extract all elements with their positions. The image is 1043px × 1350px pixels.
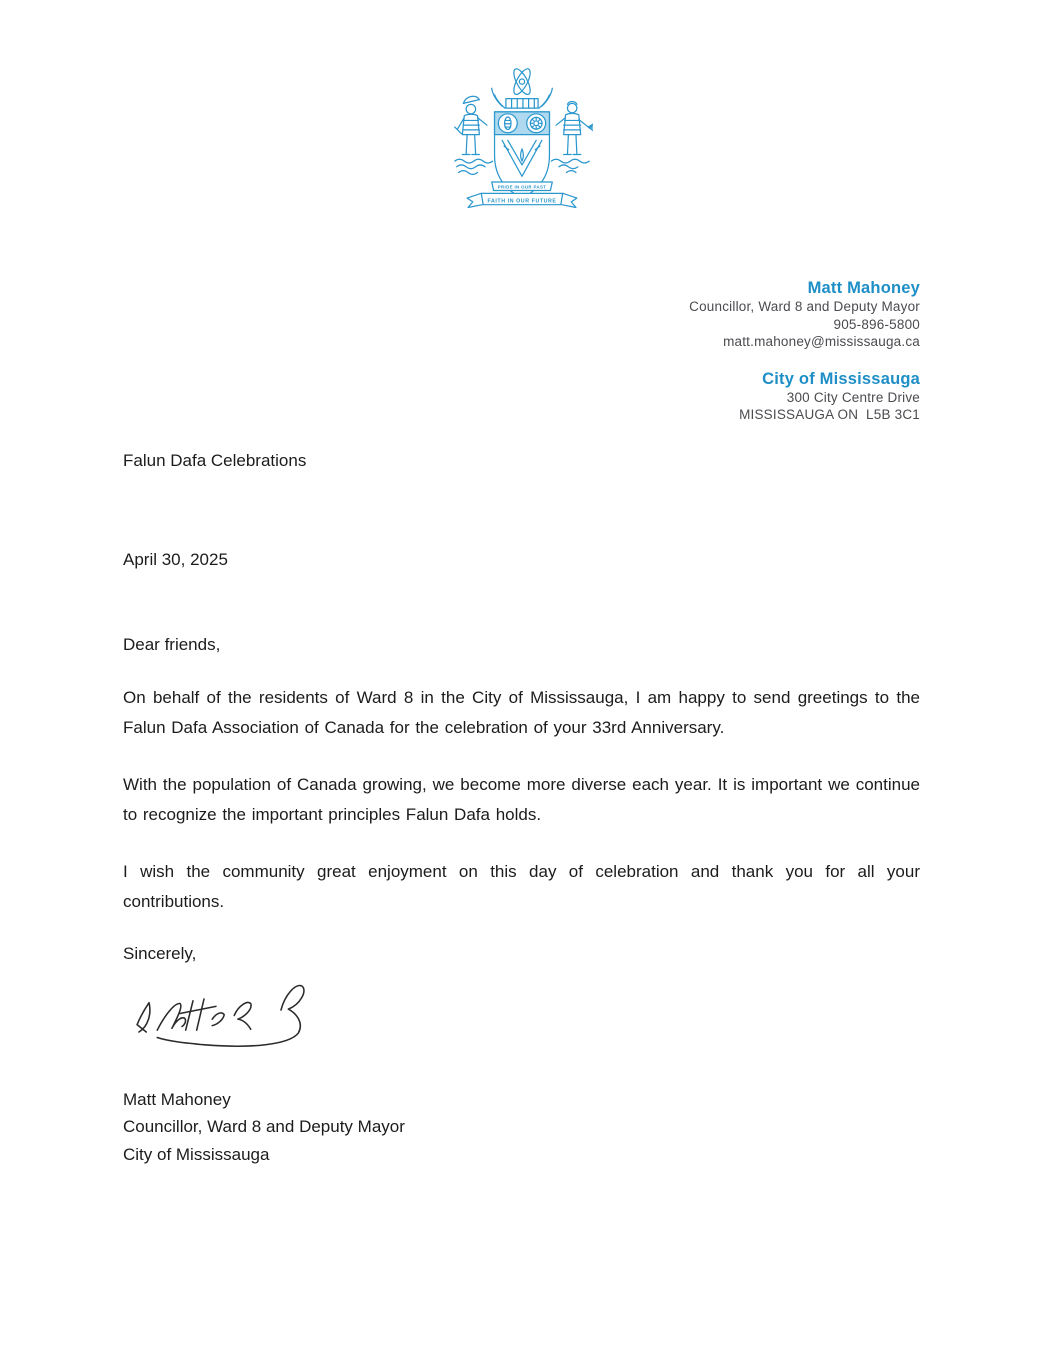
- crest-motto-top: PRIDE IN OUR PAST: [497, 184, 546, 190]
- crest-container: [0, 0, 1043, 226]
- crest-right-supporter: [556, 102, 593, 155]
- closing-line: Sincerely,: [123, 943, 197, 963]
- contact-phone: 905-896-5800: [833, 316, 920, 332]
- recipient-line: Falun Dafa Celebrations: [123, 450, 307, 470]
- paragraph-3: I wish the community great enjoyment on this day of celebration and thank you for all your contributions.: [123, 861, 920, 911]
- crest-ribbons: [467, 182, 577, 208]
- city-of-mississauga-crest-icon: [451, 66, 593, 226]
- handwritten-signature: [131, 977, 343, 1065]
- crest-motto-bottom: FAITH IN OUR FUTURE: [486, 198, 557, 205]
- contact-title: Councillor, Ward 8 and Deputy Mayor: [689, 299, 920, 314]
- contact-email: matt.mahoney@mississauga.ca: [723, 334, 920, 349]
- letter-body: [123, 450, 920, 1169]
- contact-block: [0, 278, 920, 424]
- organization-address-line1: 300 City Centre Drive: [786, 389, 920, 405]
- signature-block: [123, 1086, 920, 1169]
- signer-title: Councillor, Ward 8 and Deputy Mayor: [123, 1117, 405, 1136]
- date-line: April 30, 2025: [123, 549, 228, 569]
- salutation: Dear friends,: [123, 634, 221, 654]
- signer-name: Matt Mahoney: [123, 1089, 231, 1109]
- signer-organization: City of Mississauga: [123, 1144, 270, 1164]
- signature-container: [131, 977, 920, 1070]
- paragraph-2: With the population of Canada growing, we become more diverse each year. It is important we continue to recognize the important principles Falun Dafa holds.: [123, 774, 920, 824]
- contact-name: Matt Mahoney: [807, 279, 920, 297]
- organization-block: [0, 369, 920, 424]
- crest-atom: [510, 67, 533, 97]
- paragraph-1: On behalf of the residents of Ward 8 in the City of Mississauga, I am happy to send greetings to the Falun Dafa Association of Canada for the celebration of your 33rd Anniversary.: [123, 687, 920, 737]
- organization-address-line2: MISSISSAUGA ON L5B 3C1: [739, 407, 920, 422]
- crest-left-supporter: [454, 96, 486, 154]
- organization-name: City of Mississauga: [762, 369, 920, 388]
